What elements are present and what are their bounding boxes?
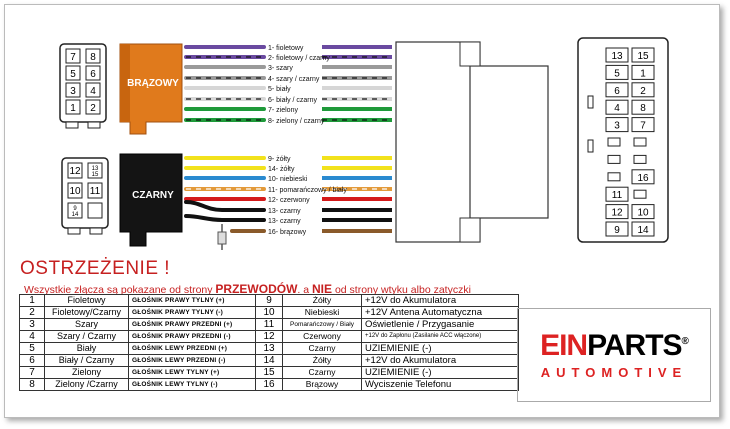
legend-row	[20, 307, 519, 319]
right-pin-number: 1	[640, 68, 646, 80]
black-connector	[120, 154, 182, 246]
right-pin-key	[588, 96, 593, 108]
wire-label: 3- szary	[268, 65, 293, 72]
legend-cell-n: 6	[20, 355, 45, 367]
logo-subtitle: AUTOMOTIVE	[540, 365, 688, 380]
fuse-icon	[218, 224, 226, 250]
right-pin-empty	[634, 138, 646, 146]
legend-cell-func2: +12V do Zapłonu (Zasilanie ACC włączone)	[362, 331, 519, 343]
legend-cell-func: GŁOŚNIK LEWY TYLNY (+)	[129, 367, 256, 379]
legend-cell-func: GŁOŚNIK PRAWY TYLNY (+)	[129, 295, 256, 307]
legend-cell-n2: 15	[256, 367, 283, 379]
right-pin-key	[588, 140, 593, 152]
brown-pin-number: 5	[70, 69, 76, 80]
right-pin-number: 15	[637, 51, 649, 62]
wire-label: 14- żółty	[268, 166, 295, 173]
right-pin-number: 10	[637, 207, 649, 219]
legend-row	[20, 343, 519, 355]
legend-cell-n: 5	[20, 343, 45, 355]
legend-cell-func2: UZIEMIENIE (-)	[362, 343, 519, 355]
legend-row	[20, 355, 519, 367]
legend-cell-func2: Oświetlenie / Przygasanie	[362, 319, 519, 331]
legend-cell-func: GŁOŚNIK LEWY PRZEDNI (-)	[129, 355, 256, 367]
legend-cell-n: 3	[20, 319, 45, 331]
logo-brand: EINPARTS®	[540, 329, 688, 362]
legend-cell-n2: 10	[256, 307, 283, 319]
right-pin-number: 8	[640, 103, 646, 115]
right-pin-number: 13	[611, 51, 623, 62]
wire-label: 12- czerwony	[268, 197, 310, 204]
legend-cell-func2: +12V do Akumulatora	[362, 295, 519, 307]
legend-cell-color2: Czarny	[283, 367, 362, 379]
brown-pin-number: 8	[90, 52, 96, 63]
legend-cell-color: Fioletowy	[45, 295, 129, 307]
legend-cell-func: GŁOŚNIK PRAWY PRZEDNI (-)	[129, 331, 256, 343]
brown-pin-number: 2	[90, 103, 96, 114]
right-pin-empty	[608, 173, 620, 181]
right-pin-number: 2	[640, 85, 646, 97]
pin-legend-table	[19, 294, 519, 391]
legend-row	[20, 319, 519, 331]
legend-cell-n: 8	[20, 379, 45, 391]
right-pin-number: 12	[611, 207, 623, 219]
warning-title: OSTRZEŻENIE !	[20, 258, 171, 279]
legend-cell-func2: Wyciszenie Telefonu	[362, 379, 519, 391]
right-pin-empty	[608, 138, 620, 146]
wire-label: 5- biały	[268, 86, 291, 93]
legend-cell-n: 1	[20, 295, 45, 307]
brown-pin-face	[60, 44, 106, 128]
right-pin-number: 9	[614, 225, 620, 236]
legend-cell-func: GŁOŚNIK LEWY TYLNY (-)	[129, 379, 256, 391]
wire-label: 7- zielony	[268, 107, 298, 114]
legend-cell-color: Zielony	[45, 367, 129, 379]
black-pin	[88, 203, 102, 218]
brown-pin-number: 7	[70, 52, 76, 63]
brown-pin-number: 6	[90, 69, 96, 80]
legend-cell-func2: +12V do Akumulatora	[362, 355, 519, 367]
legend-cell-color2: Czarny	[283, 343, 362, 355]
right-pin-number: 11	[611, 190, 623, 202]
legend-cell-func: GŁOŚNIK PRAWY PRZEDNI (+)	[129, 319, 256, 331]
legend-cell-color: Szary / Czarny	[45, 331, 129, 343]
legend-cell-n2: 12	[256, 331, 283, 343]
legend-cell-func: GŁOŚNIK PRAWY TYLNY (-)	[129, 307, 256, 319]
legend-cell-color2: Żółty	[283, 355, 362, 367]
right-pin-number: 14	[637, 225, 649, 236]
right-pin-number: 16	[637, 172, 649, 184]
black-pin-number: 10	[69, 186, 81, 197]
legend-row	[20, 379, 519, 391]
right-pin-face	[578, 38, 668, 242]
brown-pin-number: 3	[70, 86, 76, 97]
headunit-connector	[396, 42, 548, 242]
brown-connector-label: BRĄZOWY	[127, 78, 179, 89]
legend-cell-n2: 13	[256, 343, 283, 355]
right-pin-number: 5	[614, 68, 620, 80]
einparts-logo	[517, 308, 711, 402]
black-pin-face	[62, 158, 108, 234]
right-pin-empty	[608, 155, 620, 163]
wire-label: 1- fioletowy	[268, 45, 304, 52]
wire-label: 8- zielony / czarny	[268, 118, 325, 125]
wire-label: 11- pomarańczowy / biały	[268, 187, 347, 194]
legend-row	[20, 331, 519, 343]
right-pin-number: 4	[614, 103, 620, 115]
legend-cell-color: Zielony /Czarny	[45, 379, 129, 391]
legend-cell-color: Fioletowy/Czarny	[45, 307, 129, 319]
legend-cell-n: 2	[20, 307, 45, 319]
black-pin-number: 13 15	[91, 166, 99, 178]
wire-label: 9- żółty	[268, 156, 291, 163]
legend-cell-color2: Żółty	[283, 295, 362, 307]
legend-cell-n: 7	[20, 367, 45, 379]
black-pin-number: 11	[89, 186, 101, 197]
legend-cell-color: Szary	[45, 319, 129, 331]
right-pin-number: 6	[614, 85, 620, 97]
right-pin-number: 7	[640, 120, 646, 132]
legend-cell-func2: UZIEMIENIE (-)	[362, 367, 519, 379]
warning-text: Wszystkie złącza są pokazane od strony PRZEWODÓW. a NIE od strony wtyku albo zatyczki	[24, 282, 471, 296]
legend-cell-func: GŁOŚNIK LEWY PRZEDNI (+)	[129, 343, 256, 355]
legend-cell-color2: Brązowy	[283, 379, 362, 391]
legend-cell-n2: 9	[256, 295, 283, 307]
wire-label: 16- brązowy	[268, 229, 307, 236]
wire-left	[186, 202, 264, 210]
right-pin-empty	[634, 190, 646, 198]
brown-pin-number: 4	[90, 86, 96, 97]
wire-label: 2- fioletowy / czarny	[268, 55, 330, 62]
wire-left	[186, 216, 264, 220]
wire-label: 10- niebieski	[268, 176, 308, 183]
legend-cell-func2: +12V Antena Automatyczna	[362, 307, 519, 319]
black-pin-number: 9 14	[71, 206, 79, 218]
legend-cell-color: Biały / Czarny	[45, 355, 129, 367]
legend-row	[20, 367, 519, 379]
legend-cell-color2: Czerwony	[283, 331, 362, 343]
brown-pin-number: 1	[70, 103, 76, 114]
right-pin-empty	[634, 155, 646, 163]
black-connector-label: CZARNY	[132, 190, 174, 201]
brown-connector	[120, 44, 182, 134]
legend-cell-color: Biały	[45, 343, 129, 355]
legend-cell-n2: 16	[256, 379, 283, 391]
black-pin-number: 12	[69, 166, 81, 177]
wire-label: 4- szary / czarny	[268, 76, 320, 83]
legend-cell-n2: 14	[256, 355, 283, 367]
wire-label: 13- czarny	[268, 208, 301, 215]
legend-row	[20, 295, 519, 307]
wire-group	[186, 45, 392, 236]
legend-cell-n2: 11	[256, 319, 283, 331]
legend-cell-color2: Niebieski	[283, 307, 362, 319]
legend-cell-color2: Pomarańczowy / Biały	[283, 319, 362, 331]
wire-label: 6- biały / czarny	[268, 97, 318, 104]
wire-label: 13- czarny	[268, 218, 301, 225]
legend-cell-n: 4	[20, 331, 45, 343]
right-pin-number: 3	[614, 120, 620, 132]
